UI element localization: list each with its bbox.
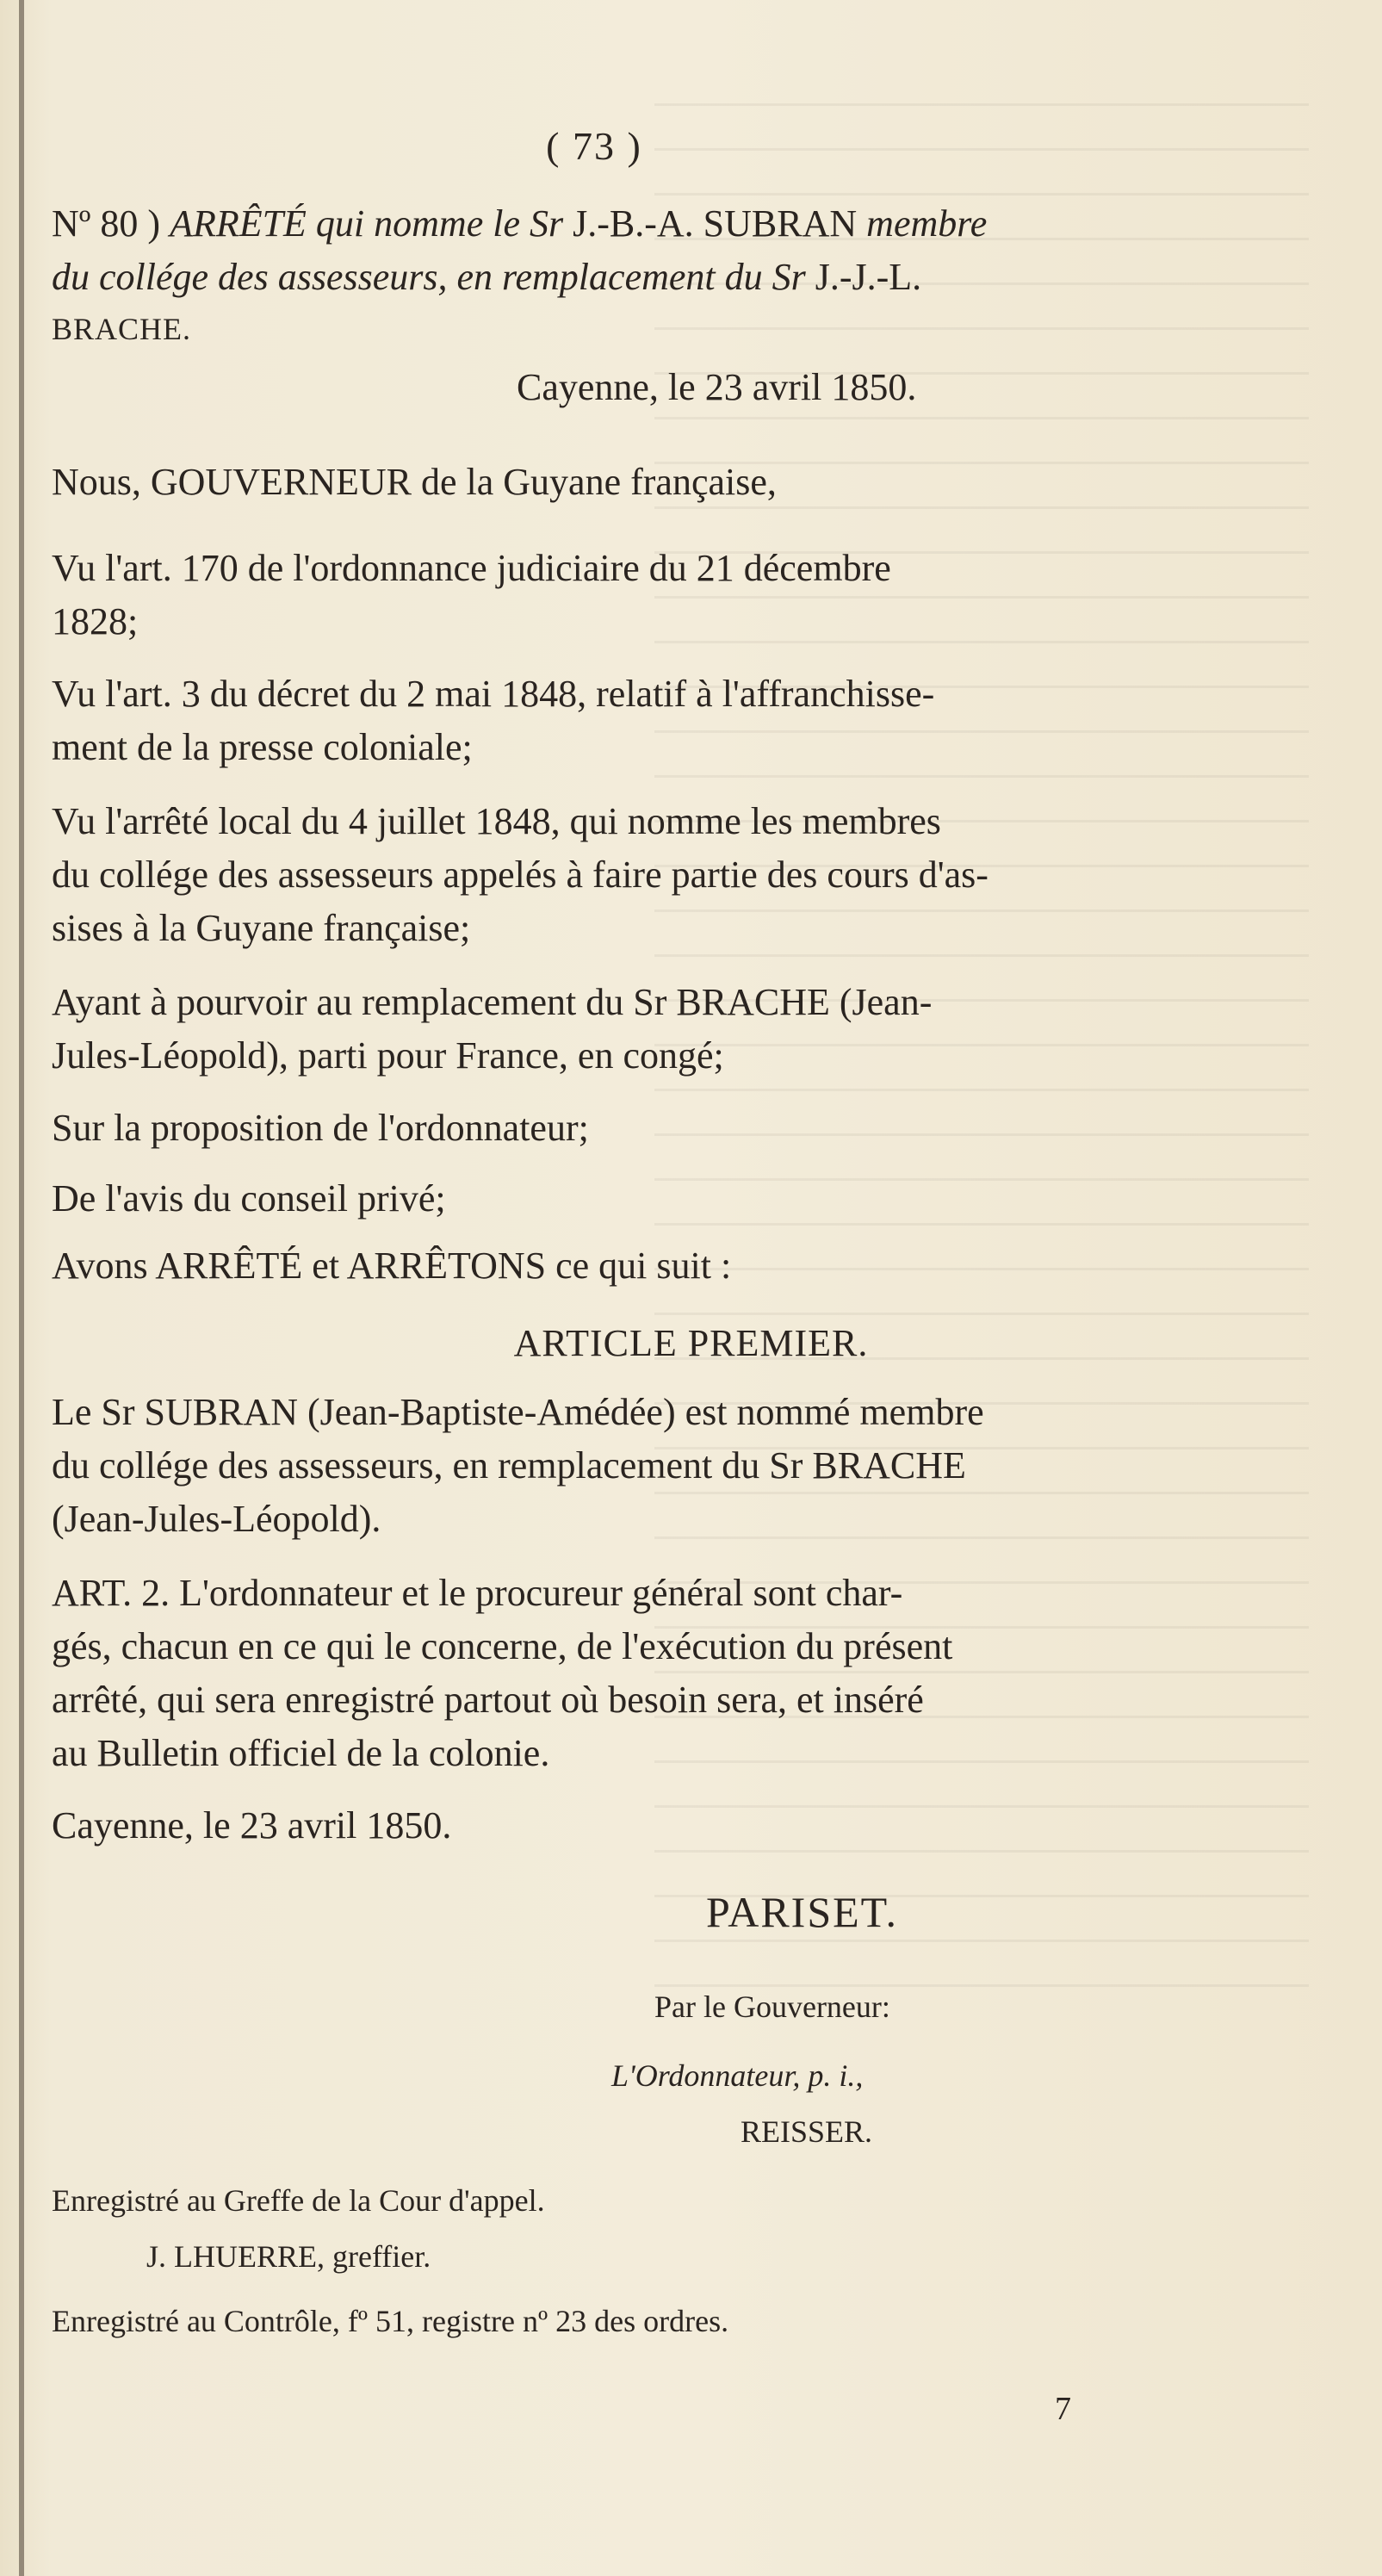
body-line: Vu l'art. 170 de l'ordonnance judiciaire du 21 décembre <box>52 547 891 589</box>
body-line: De l'avis du conseil privé; <box>52 1177 446 1220</box>
article-line: Cayenne, le 23 avril 1850. <box>52 1804 452 1847</box>
by-governor: Par le Gouverneur: <box>654 1989 890 2024</box>
clerk: J. LHUERRE, greffier. <box>146 2239 431 2274</box>
body-line: Ayant à pourvoir au remplacement du Sr BRACHE (Jean- <box>52 981 933 1023</box>
article-line: Le Sr SUBRAN (Jean-Baptiste-Amédée) est nommé membre <box>52 1391 984 1433</box>
body-line: Avons ARRÊTÉ et ARRÊTONS ce qui suit : <box>52 1245 732 1287</box>
heading-line2-italic: du collége des assesseurs, en remplacement du Sr <box>52 256 806 298</box>
registered-controle: Enregistré au Contrôle, fº 51, registre nº 23 des ordres. <box>52 2304 729 2338</box>
signature: PARISET. <box>706 1888 899 1936</box>
heading-line-1 <box>52 198 1257 250</box>
body-line: Nous, GOUVERNEUR de la Guyane française, <box>52 461 777 503</box>
heading-line-2 <box>52 251 1257 303</box>
article-line: arrêté, qui sera enregistré partout où besoin sera, et inséré <box>52 1679 924 1721</box>
body-line: Sur la proposition de l'ordonnateur; <box>52 1107 589 1149</box>
heading-number: Nº 80 ) <box>52 202 161 245</box>
article-line: au Bulletin officiel de la colonie. <box>52 1732 550 1774</box>
heading-title-2: membre <box>866 202 988 245</box>
ordonnateur-line: L'Ordonnateur, p. i., <box>611 2058 864 2093</box>
article-line: du collége des assesseurs, en remplacement du Sr BRACHE <box>52 1444 966 1487</box>
body-line: Vu l'arrêté local du 4 juillet 1848, qui nomme les membres <box>52 800 941 842</box>
body-line: 1828; <box>52 600 139 642</box>
article-line: gés, chacun en ce qui le concerne, de l'exécution du présent <box>52 1625 953 1667</box>
place-date: Cayenne, le 23 avril 1850. <box>517 366 917 408</box>
body-line: ment de la presse coloniale; <box>52 726 473 768</box>
article-title: ARTICLE PREMIER. <box>513 1322 869 1364</box>
article-line: (Jean-Jules-Léopold). <box>52 1498 381 1540</box>
heading-names: J.-B.-A. SUBRAN <box>573 202 858 245</box>
registered-greffe: Enregistré au Greffe de la Cour d'appel. <box>52 2183 545 2218</box>
heading-line-3: BRACHE. <box>52 312 192 346</box>
heading-title: ARRÊTÉ qui nomme le Sr <box>170 202 564 245</box>
page-number: 7 <box>1055 2391 1071 2427</box>
body-line: Vu l'art. 3 du décret du 2 mai 1848, relatif à l'affranchisse- <box>52 673 935 715</box>
article-line: ART. 2. L'ordonnateur et le procureur général sont char- <box>52 1572 903 1614</box>
body-line: du collége des assesseurs appelés à faire partie des cours d'as- <box>52 853 988 896</box>
heading-line2-names: J.-J.-L. <box>815 256 922 298</box>
ordonnateur-name: REISSER. <box>741 2114 873 2149</box>
body-line: sises à la Guyane française; <box>52 907 471 949</box>
binding-edge <box>19 0 24 2576</box>
body-line: Jules-Léopold), parti pour France, en congé; <box>52 1034 724 1077</box>
folio: ( 73 ) <box>546 124 642 168</box>
